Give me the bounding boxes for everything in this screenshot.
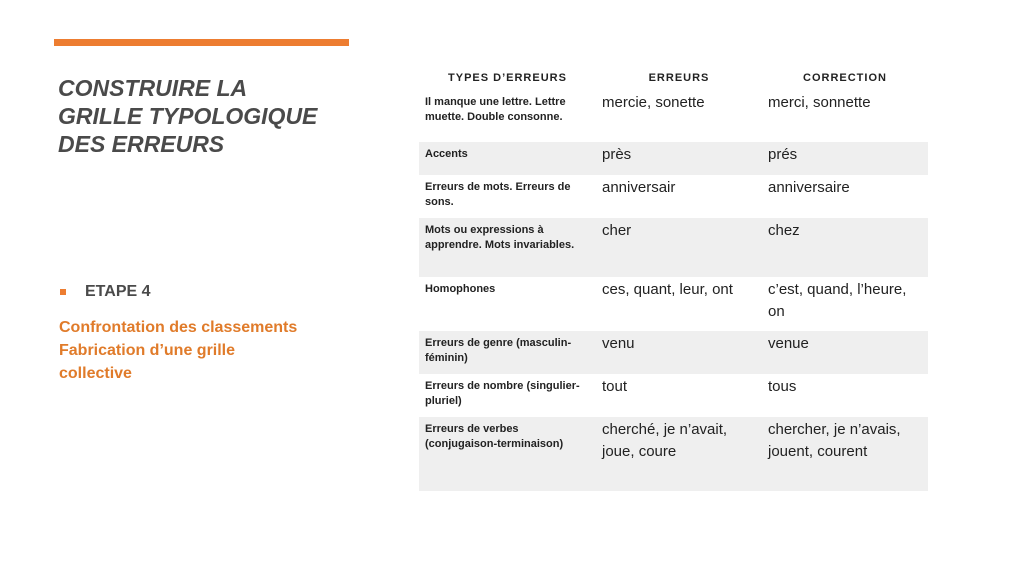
table-row: [419, 277, 928, 331]
error-typology-table: [419, 66, 928, 491]
slide-title: [58, 74, 388, 158]
table-row: [419, 90, 928, 142]
step-desc-line-1: Confrontation des classements: [59, 319, 298, 336]
correction-cell: venue: [768, 335, 809, 352]
title-line-2: GRILLE TYPOLOGIQUE: [58, 103, 318, 129]
error-type-cell: Accents: [425, 148, 468, 160]
correction-cell: c’est, quand, l’heure, on: [768, 281, 907, 320]
error-cell: anniversair: [602, 179, 676, 196]
header-correction: CORRECTION: [803, 72, 887, 84]
table-row: [419, 374, 928, 417]
correction-cell: anniversaire: [768, 179, 850, 196]
step-bullet-item: [60, 283, 151, 301]
header-errors: ERREURS: [648, 72, 710, 84]
table-row: [419, 175, 928, 218]
table-row: [419, 142, 928, 175]
error-cell: cher: [602, 222, 632, 239]
step-desc-line-3: collective: [59, 365, 132, 382]
error-cell: mercie, sonette: [602, 94, 705, 111]
step-desc-line-2: Fabrication d’une grille: [59, 342, 236, 359]
step-label: ETAPE 4: [85, 283, 151, 300]
table-row: [419, 218, 928, 277]
table-row: [419, 331, 928, 374]
correction-cell: chez: [768, 222, 800, 239]
error-type-cell: Erreurs de genre (masculin-féminin): [425, 337, 572, 364]
correction-cell: merci, sonnette: [768, 94, 871, 111]
header-types: TYPES D’ERREURS: [448, 72, 567, 84]
error-cell: près: [602, 146, 632, 163]
title-line-1: CONSTRUIRE LA: [58, 75, 248, 101]
step-description: [59, 316, 359, 385]
error-type-cell: Homophones: [425, 283, 496, 295]
correction-cell: tous: [768, 378, 797, 395]
error-cell: ces, quant, leur, ont: [602, 281, 733, 298]
correction-cell: prés: [768, 146, 798, 163]
error-cell: tout: [602, 378, 628, 395]
accent-bar: [54, 39, 349, 46]
error-type-cell: Erreurs de verbes (conjugaison-terminaison): [425, 423, 564, 450]
error-type-cell: Mots ou expressions à apprendre. Mots invariables.: [425, 224, 575, 251]
error-cell: venu: [602, 335, 635, 352]
title-line-3: DES ERREURS: [58, 131, 225, 157]
table-header-row: [419, 66, 928, 90]
error-type-cell: Il manque une lettre. Lettre muette. Double consonne.: [425, 96, 566, 123]
table-row: [419, 417, 928, 491]
error-type-cell: Erreurs de nombre (singulier-pluriel): [425, 380, 580, 407]
bullet-square-icon: [60, 289, 66, 295]
correction-cell: chercher, je n’avais, jouent, courent: [768, 421, 901, 460]
error-type-cell: Erreurs de mots. Erreurs de sons.: [425, 181, 571, 208]
error-cell: cherché, je n’avait, joue, coure: [602, 421, 728, 460]
